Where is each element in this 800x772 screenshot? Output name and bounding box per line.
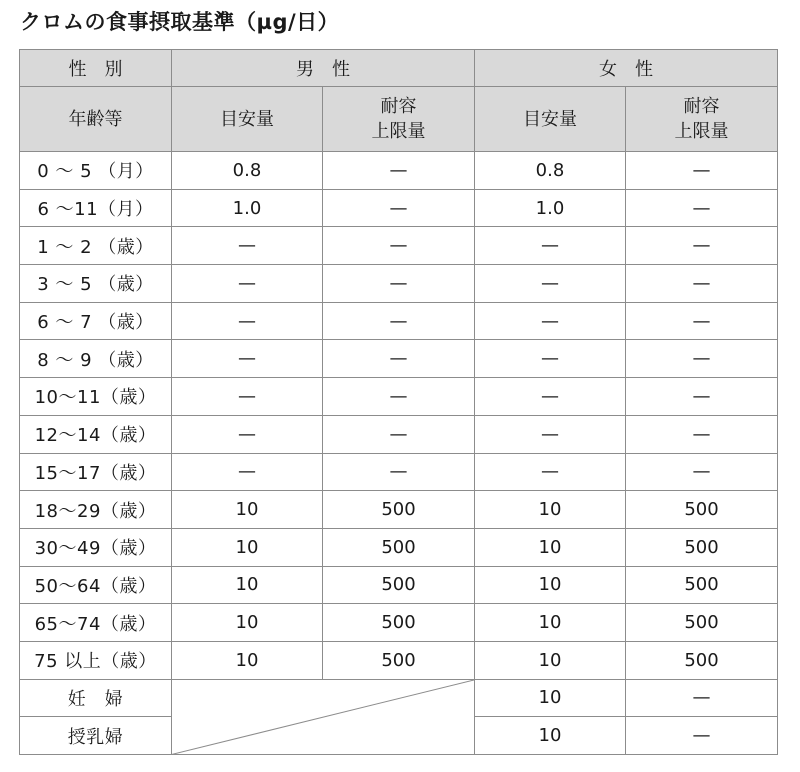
female-adequate-cell: — xyxy=(475,415,626,453)
male-adequate-cell: — xyxy=(172,415,323,453)
female-upper-limit-cell: — xyxy=(626,302,778,340)
age-cell: 12～14（歳） xyxy=(20,415,172,453)
age-cell: 1 ～ 2 （歳） xyxy=(20,227,172,265)
not-applicable-cell xyxy=(172,679,475,754)
female-adequate-cell: — xyxy=(475,227,626,265)
age-cell: 30～49（歳） xyxy=(20,528,172,566)
female-adequate-cell: — xyxy=(475,378,626,416)
age-cell: 0 ～ 5 （月） xyxy=(20,152,172,190)
male-upper-limit-cell: 500 xyxy=(323,604,475,642)
male-adequate-cell: — xyxy=(172,340,323,378)
male-adequate-cell: — xyxy=(172,378,323,416)
male-adequate-cell: — xyxy=(172,265,323,303)
page-title: クロムの食事摂取基準（µg/日） xyxy=(20,10,340,34)
upper-limit-line2: 上限量 xyxy=(674,121,729,142)
age-cell: 6 ～ 7 （歳） xyxy=(20,302,172,340)
age-cell: 15～17（歳） xyxy=(20,453,172,491)
male-adequate-cell: 0.8 xyxy=(172,152,323,190)
age-cell: 50～64（歳） xyxy=(20,566,172,604)
female-adequate-cell: — xyxy=(475,453,626,491)
male-upper-limit-cell: 500 xyxy=(323,528,475,566)
male-upper-limit-cell: — xyxy=(323,227,475,265)
male-adequate-cell: — xyxy=(172,453,323,491)
chromium-intake-table xyxy=(19,49,778,755)
female-adequate-cell: — xyxy=(475,340,626,378)
male-upper-limit-cell: — xyxy=(323,152,475,190)
age-cell: 10～11（歳） xyxy=(20,378,172,416)
female-adequate-cell: 10 xyxy=(475,491,626,529)
header-age: 年齢等 xyxy=(20,87,172,152)
female-upper-limit-cell: — xyxy=(626,227,778,265)
table-row xyxy=(20,528,778,566)
male-upper-limit-cell: — xyxy=(323,415,475,453)
male-upper-limit-cell: — xyxy=(323,189,475,227)
male-upper-limit-cell: 500 xyxy=(323,641,475,679)
header-male: 男 性 xyxy=(172,50,475,87)
pregnant-label: 妊 婦 xyxy=(20,679,172,717)
female-upper-limit-cell: — xyxy=(626,679,778,717)
female-adequate-cell: — xyxy=(475,302,626,340)
female-upper-limit-cell: — xyxy=(626,378,778,416)
male-upper-limit-cell: — xyxy=(323,265,475,303)
age-cell: 6 ～11（月） xyxy=(20,189,172,227)
male-upper-limit-cell: — xyxy=(323,340,475,378)
male-upper-limit-cell: — xyxy=(323,378,475,416)
male-adequate-cell: 10 xyxy=(172,528,323,566)
male-adequate-cell: 10 xyxy=(172,604,323,642)
female-adequate-cell: 10 xyxy=(475,566,626,604)
female-upper-limit-cell: — xyxy=(626,265,778,303)
upper-limit-line2: 上限量 xyxy=(371,121,426,142)
table-row xyxy=(20,415,778,453)
female-upper-limit-cell: — xyxy=(626,340,778,378)
age-cell: 65～74（歳） xyxy=(20,604,172,642)
male-upper-limit-cell: — xyxy=(323,453,475,491)
male-adequate-cell: — xyxy=(172,302,323,340)
table-row xyxy=(20,604,778,642)
female-upper-limit-cell: 500 xyxy=(626,528,778,566)
age-cell: 3 ～ 5 （歳） xyxy=(20,265,172,303)
header-row-sex xyxy=(20,50,778,87)
female-adequate-cell: 0.8 xyxy=(475,152,626,190)
header-female-adequate: 目安量 xyxy=(475,87,626,152)
table-row xyxy=(20,491,778,529)
male-adequate-cell: 10 xyxy=(172,491,323,529)
female-upper-limit-cell: 500 xyxy=(626,566,778,604)
male-adequate-cell: — xyxy=(172,227,323,265)
male-upper-limit-cell: 500 xyxy=(323,566,475,604)
female-upper-limit-cell: — xyxy=(626,152,778,190)
female-upper-limit-cell: — xyxy=(626,717,778,755)
header-male-adequate: 目安量 xyxy=(172,87,323,152)
female-upper-limit-cell: 500 xyxy=(626,491,778,529)
header-row-metrics xyxy=(20,87,778,152)
table-row xyxy=(20,340,778,378)
header-sex: 性 別 xyxy=(20,50,172,87)
female-upper-limit-cell: 500 xyxy=(626,604,778,642)
table-row xyxy=(20,566,778,604)
lactating-label: 授乳婦 xyxy=(20,717,172,755)
female-adequate-cell: 1.0 xyxy=(475,189,626,227)
upper-limit-line1: 耐容 xyxy=(683,96,720,117)
male-adequate-cell: 10 xyxy=(172,566,323,604)
female-upper-limit-cell: — xyxy=(626,453,778,491)
table-row xyxy=(20,189,778,227)
table-row xyxy=(20,265,778,303)
upper-limit-line1: 耐容 xyxy=(380,96,417,117)
table-row xyxy=(20,641,778,679)
female-adequate-cell: 10 xyxy=(475,604,626,642)
male-adequate-cell: 1.0 xyxy=(172,189,323,227)
table-row-pregnant xyxy=(20,679,778,717)
header-female-upper-limit xyxy=(626,87,778,152)
male-upper-limit-cell: — xyxy=(323,302,475,340)
age-cell: 18～29（歳） xyxy=(20,491,172,529)
female-adequate-cell: 10 xyxy=(475,679,626,717)
female-adequate-cell: — xyxy=(475,265,626,303)
table-row xyxy=(20,302,778,340)
female-upper-limit-cell: 500 xyxy=(626,641,778,679)
header-male-upper-limit xyxy=(323,87,475,152)
table-row xyxy=(20,227,778,265)
female-upper-limit-cell: — xyxy=(626,189,778,227)
male-adequate-cell: 10 xyxy=(172,641,323,679)
female-adequate-cell: 10 xyxy=(475,641,626,679)
female-adequate-cell: 10 xyxy=(475,717,626,755)
male-upper-limit-cell: 500 xyxy=(323,491,475,529)
diagonal-line xyxy=(172,680,474,754)
female-adequate-cell: 10 xyxy=(475,528,626,566)
header-female: 女 性 xyxy=(475,50,778,87)
table-row xyxy=(20,378,778,416)
age-cell: 8 ～ 9 （歳） xyxy=(20,340,172,378)
table-row xyxy=(20,152,778,190)
age-cell: 75 以上（歳） xyxy=(20,641,172,679)
female-upper-limit-cell: — xyxy=(626,415,778,453)
table-row xyxy=(20,453,778,491)
